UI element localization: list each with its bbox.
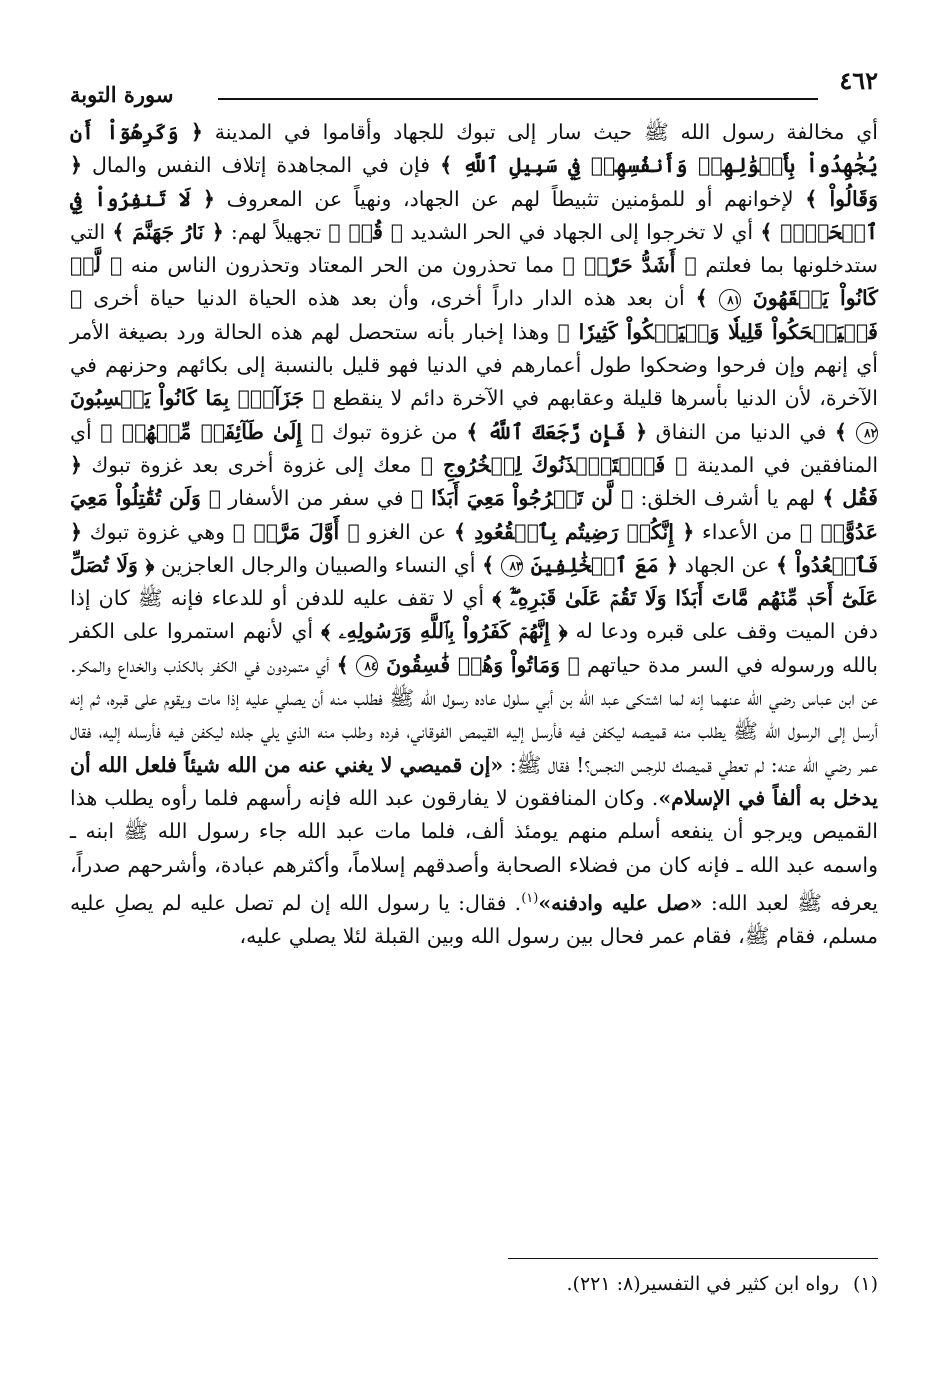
book-page — [70, 62, 878, 1332]
text-segment: فإن في المجاهدة إتلاف النفس والمال — [82, 153, 441, 178]
quran-verse: ﴿ فَٱقۡعُدُواْ ﴾ — [70, 519, 878, 577]
quran-verse: ﴿ لَّن تَخۡرُجُواْ مَعِيَ أَبَدٗا ﴾ — [410, 486, 634, 511]
quran-verse: ﴿ وَمَاتُواْ وَهُمۡ فَٰسِقُونَ — [378, 652, 580, 677]
text-segment: أن بعد هذه الدار داراً أخرى، وأن بعد هذه الحياة الدنيا حياة أخرى — [82, 286, 696, 311]
quran-verse: ﴿ فَقُل ﴾ — [70, 452, 878, 511]
text-segment: أي مخالفة رسول الله ﷺ حيث سار إلى تبوك للجهاد وأقاموا في المدينة — [202, 120, 878, 144]
verse-number-badge: ٨٤ — [356, 655, 378, 677]
surah-name: سورة التوبة — [70, 82, 174, 107]
quran-verse: ﴿ وَلَا تُصَلِّ عَلَىٰٓ أَحَدٖ مِّنۡهُم مَّاتَ أَبَدٗا وَلَا تَقُمۡ عَلَىٰ قَبۡرِهِۦٓۖ ﴾ — [70, 552, 878, 611]
quran-verse: ﴿ قُلۡ ﴾ — [328, 219, 404, 244]
text-segment: من الأعداء — [694, 519, 800, 544]
quran-verse: ﴿ جَزَآءَۢ بِمَا كَانُواْ يَكۡسِبُونَ — [70, 386, 325, 411]
page-header — [70, 62, 878, 108]
text-segment: . فقال: يا رسول الله إن لم تصل عليه لم يصلِ عليه مسلم، فقام ﷺ، فقام عمر فحال بين رسول الله وبين القبلة لئلا يصلي عليه، — [70, 890, 878, 948]
page-number: ٤٦٢ — [839, 66, 878, 95]
quran-verse: ﴿ لَّوۡ كَانُواْ يَفۡقَهُونَ — [70, 253, 879, 311]
quran-verse: ﴿ أَوَّلَ مَرَّةٖ ﴾ — [232, 519, 360, 544]
text-segment: مما تحذرون من الحر المعتاد وتحذرون الناس منه — [122, 253, 563, 278]
verse-number-badge: ٨١ — [719, 289, 741, 311]
text-segment: وهي غزوة تبوك — [82, 519, 233, 544]
text-segment: عن الغزو — [359, 519, 454, 544]
header-rule — [218, 98, 818, 100]
footnote-rule — [508, 1258, 878, 1259]
quran-verse: ﴿ فَلۡيَضۡحَكُواْ قَلِيلٗا وَلۡيَبۡكُواْ كَثِيرٗا ﴾ — [70, 286, 878, 344]
tafsir-text — [70, 116, 878, 953]
quran-verse: ﴿ مَعَ ٱلۡخَٰلِفِينَ — [523, 552, 679, 577]
text-segment: أي النساء والصبيان والرجال العاجزين — [154, 552, 483, 577]
quran-verse-end: ﴾ — [336, 652, 357, 677]
text-segment: لإخوانهم أو للمؤمنين تثبيطاً لهم عن الجهاد، ونهياً عن المعروف — [214, 186, 806, 211]
footnote-text: رواه ابن كثير في التفسير(٨: ٢٢١). — [566, 1273, 839, 1295]
text-segment: عن الجهاد — [678, 552, 776, 577]
footnote-reference[interactable]: (١) — [521, 890, 539, 906]
quran-verse: ﴿ إِنَّهُمۡ كَفَرُواْ بِٱللَّهِ وَرَسُولِهِۦ ﴾ — [321, 619, 568, 644]
text-segment: . وكان المنافقون لا يفارقون عبد الله فإنه رأسهم فلما رأوه يطلب هذا القميص ويرجو أن ينفعه أسلم منهم يومئذ ألف، فلما مات عبد الله جاء رسول الله ﷺ ابنه ـ واسمه عبد الله ـ فإنه كان من فضلاء الصحابة وأصدقهم إسلاماً، وأكثرهم عبادة، وأشرحهم صدراً، يعرفه ﷺ لعبد الله: — [70, 785, 878, 915]
quran-verse-end: ﴾ — [834, 419, 857, 444]
quran-verse: ﴿ إِنَّكُمۡ رَضِيتُم بِٱلۡقُعُودِ ﴾ — [453, 519, 695, 544]
text-segment: في الدنيا من النفاق — [647, 419, 835, 444]
quran-verse: ﴿ أَشَدُّ حَرّٗاۚ ﴾ — [562, 253, 697, 278]
quran-verse: ﴿ نَارُ جَهَنَّمَ ﴾ — [112, 219, 224, 244]
quran-verse: ﴿ وَكَرِهُوٓاْ أَن يُجَٰهِدُواْ بِأَمۡوَٰلِهِمۡ وَأَنفُسِهِمۡ فِي سَبِيلِ ٱللَّهِ ﴾ — [70, 120, 878, 178]
hadith-quote: «صل عليه وادفنه» — [538, 890, 703, 915]
text-segment: تجهيلاً لهم: — [223, 219, 329, 244]
text-segment: أي لأنهم استمروا على الكفر بالله ورسوله في السر مدة حياتهم — [70, 619, 878, 677]
footnote-item — [70, 1273, 878, 1295]
footnote-marker: (١) — [852, 1273, 878, 1295]
text-segment: وهذا إخبار بأنه ستحصل لهم هذه الحالة ورد بصيغة الأمر أي إنهم وإن فرحوا وضحكوا طول أعمارهم في الدنيا فهو قليل بالنسبة إلى بكائهم وحزنهم في الآخرة، لأن الدنيا بأسرها قليلة وعقابهم في الآخرة دائم لا ينقطع — [70, 319, 878, 411]
verse-number-badge: ٨٢ — [856, 422, 878, 444]
quran-verse-end: ﴾ — [482, 552, 502, 577]
text-segment: في سفر من الأسفار — [221, 486, 411, 511]
verse-number-badge: ٨٣ — [501, 555, 523, 577]
text-segment: أي المنافقين في المدينة — [70, 419, 879, 477]
quran-verse: ﴿ إِلَىٰ طَآئِفَةٖ مِّنۡهُمۡ ﴾ — [100, 419, 324, 444]
quran-verse-end: ﴾ — [695, 286, 720, 311]
text-segment: لهم يا أشرف الخلق: — [633, 486, 823, 511]
text-segment: من غزوة تبوك — [323, 419, 467, 444]
quran-verse: ﴿ لَا تَنفِرُواْ فِي ٱلۡحَرِّۗ ﴾ — [70, 186, 878, 244]
text-segment: أي لا تقف عليه للدفن أو للدعاء فإنه ﷺ كان إذا دفن الميت وقف على قبره ودعا له — [70, 586, 878, 644]
text-segment: التي ستدخلونها بما فعلتم — [70, 219, 878, 278]
quran-verse: ﴿ وَلَن تُقَٰتِلُواْ مَعِيَ عَدُوًّاۖ ﴾ — [70, 486, 878, 544]
footnotes-section — [70, 1258, 878, 1295]
quran-verse: ﴿ وَقَالُواْ ﴾ — [70, 153, 878, 211]
text-segment: أي لا تخرجوا إلى الجهاد في الحر الشديد — [403, 219, 761, 244]
quran-verse: ﴿ فَٱسۡتَـٔۡذَنُوكَ لِلۡخُرُوجِ ﴾ — [420, 452, 688, 477]
hadith-quote: «إن قميصي لا يغني عنه من الله شيئاً فلعل الله أن يدخل به ألفاً في الإسلام» — [70, 752, 878, 810]
text-segment: أي متمردون في الكفر بالكذب والخداع والمكر. عن ابن عباس رضي الله عنهما إنه لما اشتكى عبد الله بن أبي سلول عاده رسول الله ﷺ فطلب منه أن يصلي عليه إذا مات ويقوم على قبره، ثم إنه أرسل إلى الرسول الله ﷺ يطلب منه قميصه ليكفن فيه فأرسل إليه القيمص الفوقاني، فرده وطلب منه الذي يلي جلده ليكفن فيه فأرسله إليه، فقال عمر رضي الله عنه: لم تعطي قميصك للرجس النجس؟! فقال ﷺ: — [70, 652, 878, 777]
text-segment: معك إلى غزوة أخرى بعد غزوة تبوك — [82, 452, 421, 477]
quran-verse: ﴿ فَإِن رَّجَعَكَ ٱللَّهُ ﴾ — [466, 419, 648, 444]
